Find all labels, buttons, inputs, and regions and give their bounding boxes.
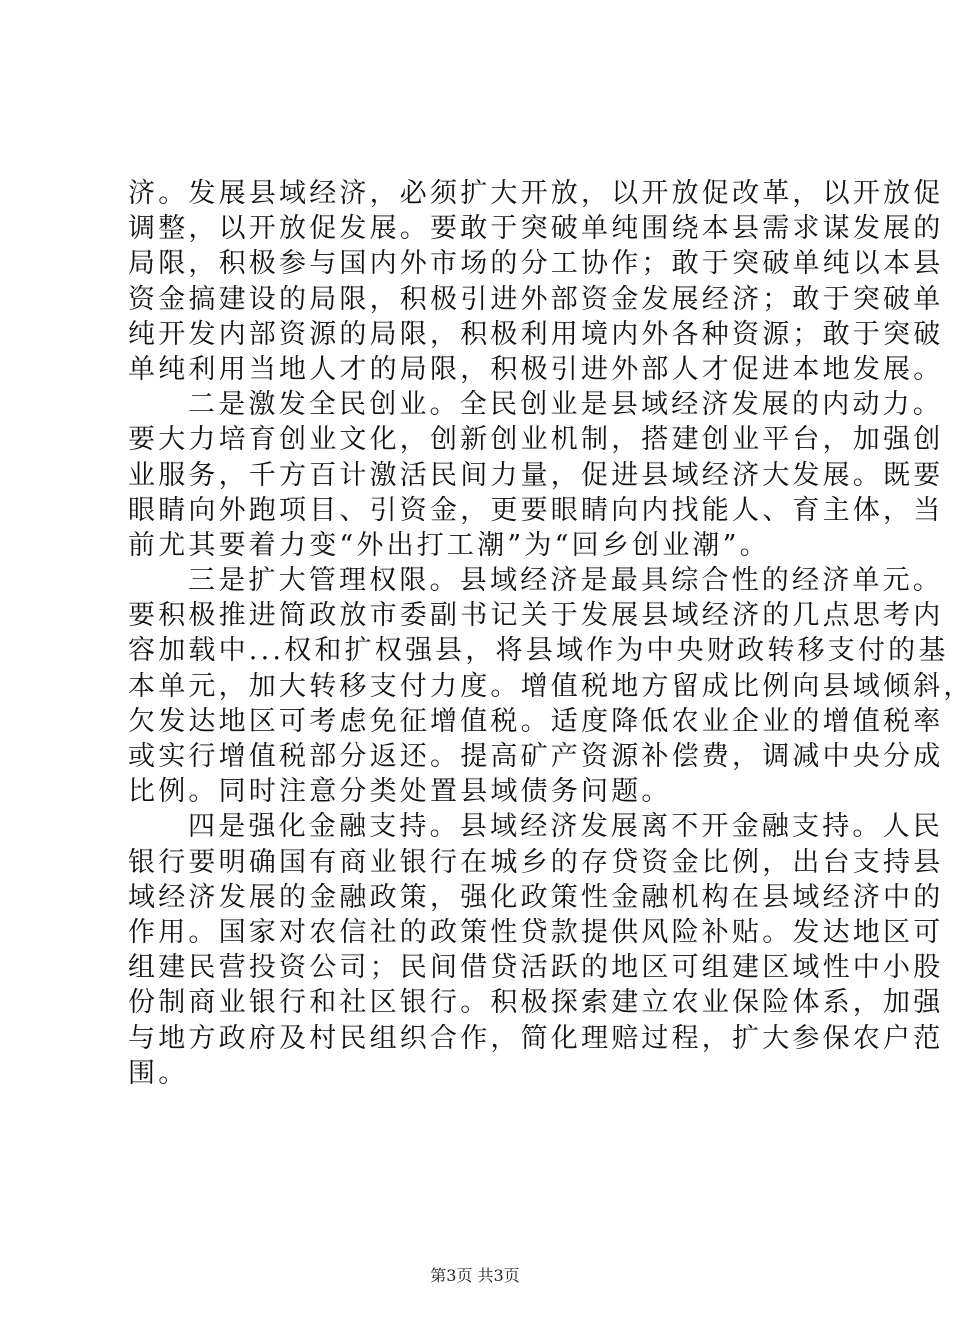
text-line: 要大力培育创业文化，创新创业机制，搭建创业平台，加强创	[128, 424, 944, 456]
text-line: 与地方政府及村民组织合作，简化理赔过程，扩大参保农户范	[128, 1022, 944, 1054]
text-line: 眼睛向外跑项目、引资金，更要眼睛向内找能人、育主体，当	[128, 494, 944, 526]
text-line: 业服务，千方百计激活民间力量，促进县域经济大发展。既要	[128, 459, 944, 491]
text-line: 前尤其要着力变“外出打工潮”为“回乡创业潮”。	[128, 529, 770, 561]
page-footer: 第3页 共3页	[430, 1266, 520, 1285]
text-line: 单纯利用当地人才的局限，积极引进外部人才促进本地发展。	[128, 353, 944, 385]
text-line: 组建民营投资公司；民间借贷活跃的地区可组建区域性中小股	[128, 952, 944, 984]
text-line: 银行要明确国有商业银行在城乡的存贷资金比例，出台支持县	[128, 846, 944, 878]
text-line: 局限，积极参与国内外市场的分工协作；敢于突破单纯以本县	[128, 248, 944, 280]
text-line: 比例。同时注意分类处置县域债务问题。	[128, 776, 672, 808]
text-line: 欠发达地区可考虑免征增值税。适度降低农业企业的增值税率	[128, 705, 944, 737]
text-line: 济。发展县域经济，必须扩大开放，以开放促改革，以开放促	[128, 178, 944, 209]
text-line: 本单元，加大转移支付力度。增值税地方留成比例向县域倾斜，	[128, 670, 974, 702]
text-line: 资金搞建设的局限，积极引进外部资金发展经济；敢于突破单	[128, 283, 944, 315]
text-line: 调整，以开放促发展。要敢于突破单纯围绕本县需求谋发展的	[128, 213, 944, 245]
text-line: 或实行增值税部分返还。提高矿产资源补偿费，调减中央分成	[128, 741, 944, 772]
paragraph-start-line: 四是强化金融支持。县域经济发展离不开金融支持。人民	[188, 811, 943, 843]
document-body	[128, 176, 974, 1091]
text-line: 围。	[128, 1057, 189, 1089]
text-line: 份制商业银行和社区银行。积极探索建立农业保险体系，加强	[128, 987, 944, 1019]
paragraph-start-line: 二是激发全民创业。全民创业是县域经济发展的内动力。	[188, 389, 943, 421]
text-line: 纯开发内部资源的局限，积极利用境内外各种资源；敢于突破	[128, 318, 944, 350]
text-line: 域经济发展的金融政策，强化政策性金融机构在县域经济中的	[128, 881, 944, 913]
text-line: 作用。国家对农信社的政策性贷款提供风险补贴。发达地区可	[128, 916, 944, 948]
text-line: 容加载中...权和扩权强县，将县域作为中央财政转移支付的基	[128, 635, 949, 667]
paragraph-start-line: 三是扩大管理权限。县域经济是最具综合性的经济单元。	[188, 565, 943, 597]
text-line: 要积极推进简政放市委副书记关于发展县域经济的几点思考内	[128, 600, 944, 632]
